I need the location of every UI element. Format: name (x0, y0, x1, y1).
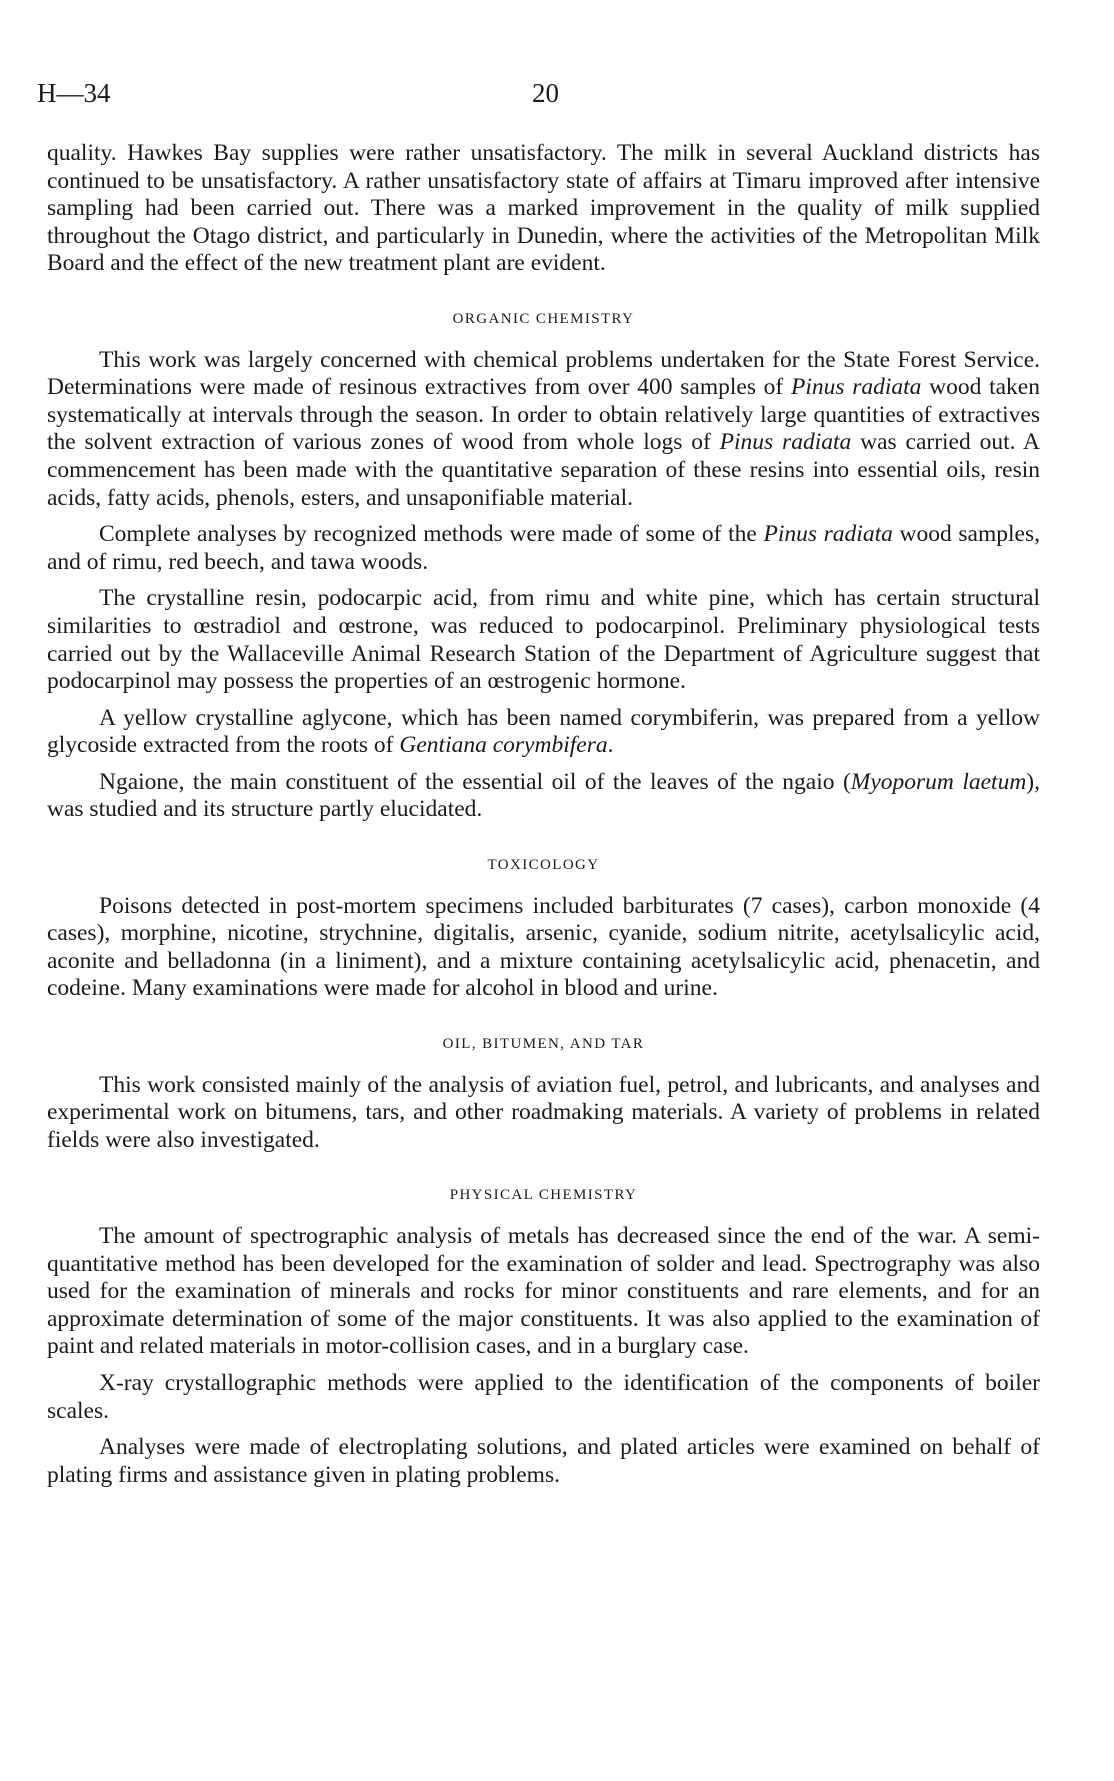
page-header (37, 78, 1037, 108)
physical-paragraph-2: X-ray crystallographic methods were applied to the identification of the components of boiler scales. (47, 1369, 1040, 1424)
organic-paragraph-4: A yellow crystalline aglycone, which has been named corymbiferin, was prepared from a yellow glycoside extracted from the roots of Gentiana corymbifera. (47, 704, 1040, 759)
section-heading-organic-chemistry: ORGANIC CHEMISTRY (452, 310, 635, 327)
oil-paragraph-1: This work consisted mainly of the analysis of aviation fuel, petrol, and lubricants, and analyses and experimental work on bitumens, tars, and other roadmaking materials. A variety of problems in related fields were also investigated. (47, 1071, 1040, 1153)
intro-paragraph: quality. Hawkes Bay supplies were rather unsatisfactory. The milk in several Auckland districts has continued to be unsatisfactory. A rather unsatisfactory state of affairs at Timaru improved after intensive sampling had been carried out. There was a marked improvement in the quality of milk supplied throughout the Otago district, and particularly in Dunedin, where the activities of the Metropolitan Milk Board and the effect of the new treatment plant are evident. (47, 140, 1040, 277)
page-number: 20 (532, 78, 559, 108)
toxicology-paragraph-1: Poisons detected in post-mortem specimens included barbiturates (7 cases), carbon monoxide (4 cases), morphine, nicotine, strychnine, digitalis, arsenic, cyanide, sodium nitrite, acetylsalicylic acid, aconite and belladonna (in a liniment), and a mixture containing acetylsalicylic acid, phenacetin, and codeine. Many examinations were made for alcohol in blood and urine. (47, 892, 1040, 1002)
organic-paragraph-2: Complete analyses by recognized methods were made of some of the Pinus radiata wood samples, and of rimu, red beech, and tawa woods. (47, 521, 1040, 575)
section-heading-physical-chemistry: PHYSICAL CHEMISTRY (449, 1187, 638, 1204)
physical-paragraph-3: Analyses were made of electroplating solutions, and plated articles were examined on behalf of plating firms and assistance given in plating problems. (47, 1434, 1040, 1488)
organic-paragraph-5: Ngaione, the main constituent of the essential oil of the leaves of the ngaio (Myoporum laetum), was studied and its structure partly elucidated. (47, 768, 1040, 823)
organic-paragraph-1: This work was largely concerned with chemical problems undertaken for the State Forest Service. Determinations were made of resinous extractives from over 400 samples of Pinus radiata wood taken systematically at intervals through the season. In order to obtain relatively large quantities of extractives the solvent extraction of various zones of wood from whole logs of Pinus radiata was carried out. A commencement has been made with the quantitative separation of these resins into essential oils, resin acids, fatty acids, phenols, esters, and unsaponifiable material. (47, 346, 1041, 511)
physical-paragraph-1: The amount of spectrographic analysis of metals has decreased since the end of the war. A semi-quantitative method has been developed for the examination of solder and lead. Spectrography was also used for the examination of minerals and rocks for minor constituents and rare elements, and for an approximate determination of some of the major constituents. It was also applied to the examination of paint and related materials in motor-collision cases, and in a burglary case. (47, 1223, 1040, 1360)
document-code: H—34 (37, 78, 111, 108)
organic-paragraph-3: The crystalline resin, podocarpic acid, from rimu and white pine, which has certain structural similarities to œstradiol and œstrone, was reduced to podocarpinol. Preliminary physiological tests carried out by the Wallaceville Animal Research Station of the Department of Agriculture suggest that podocarpinol may possess the properties of an œstrogenic hormone. (47, 585, 1040, 695)
page-body (47, 140, 1040, 1498)
section-heading-oil-bitumen-tar: OIL, BITUMEN, AND TAR (442, 1036, 645, 1053)
section-heading-toxicology: TOXICOLOGY (487, 857, 600, 874)
